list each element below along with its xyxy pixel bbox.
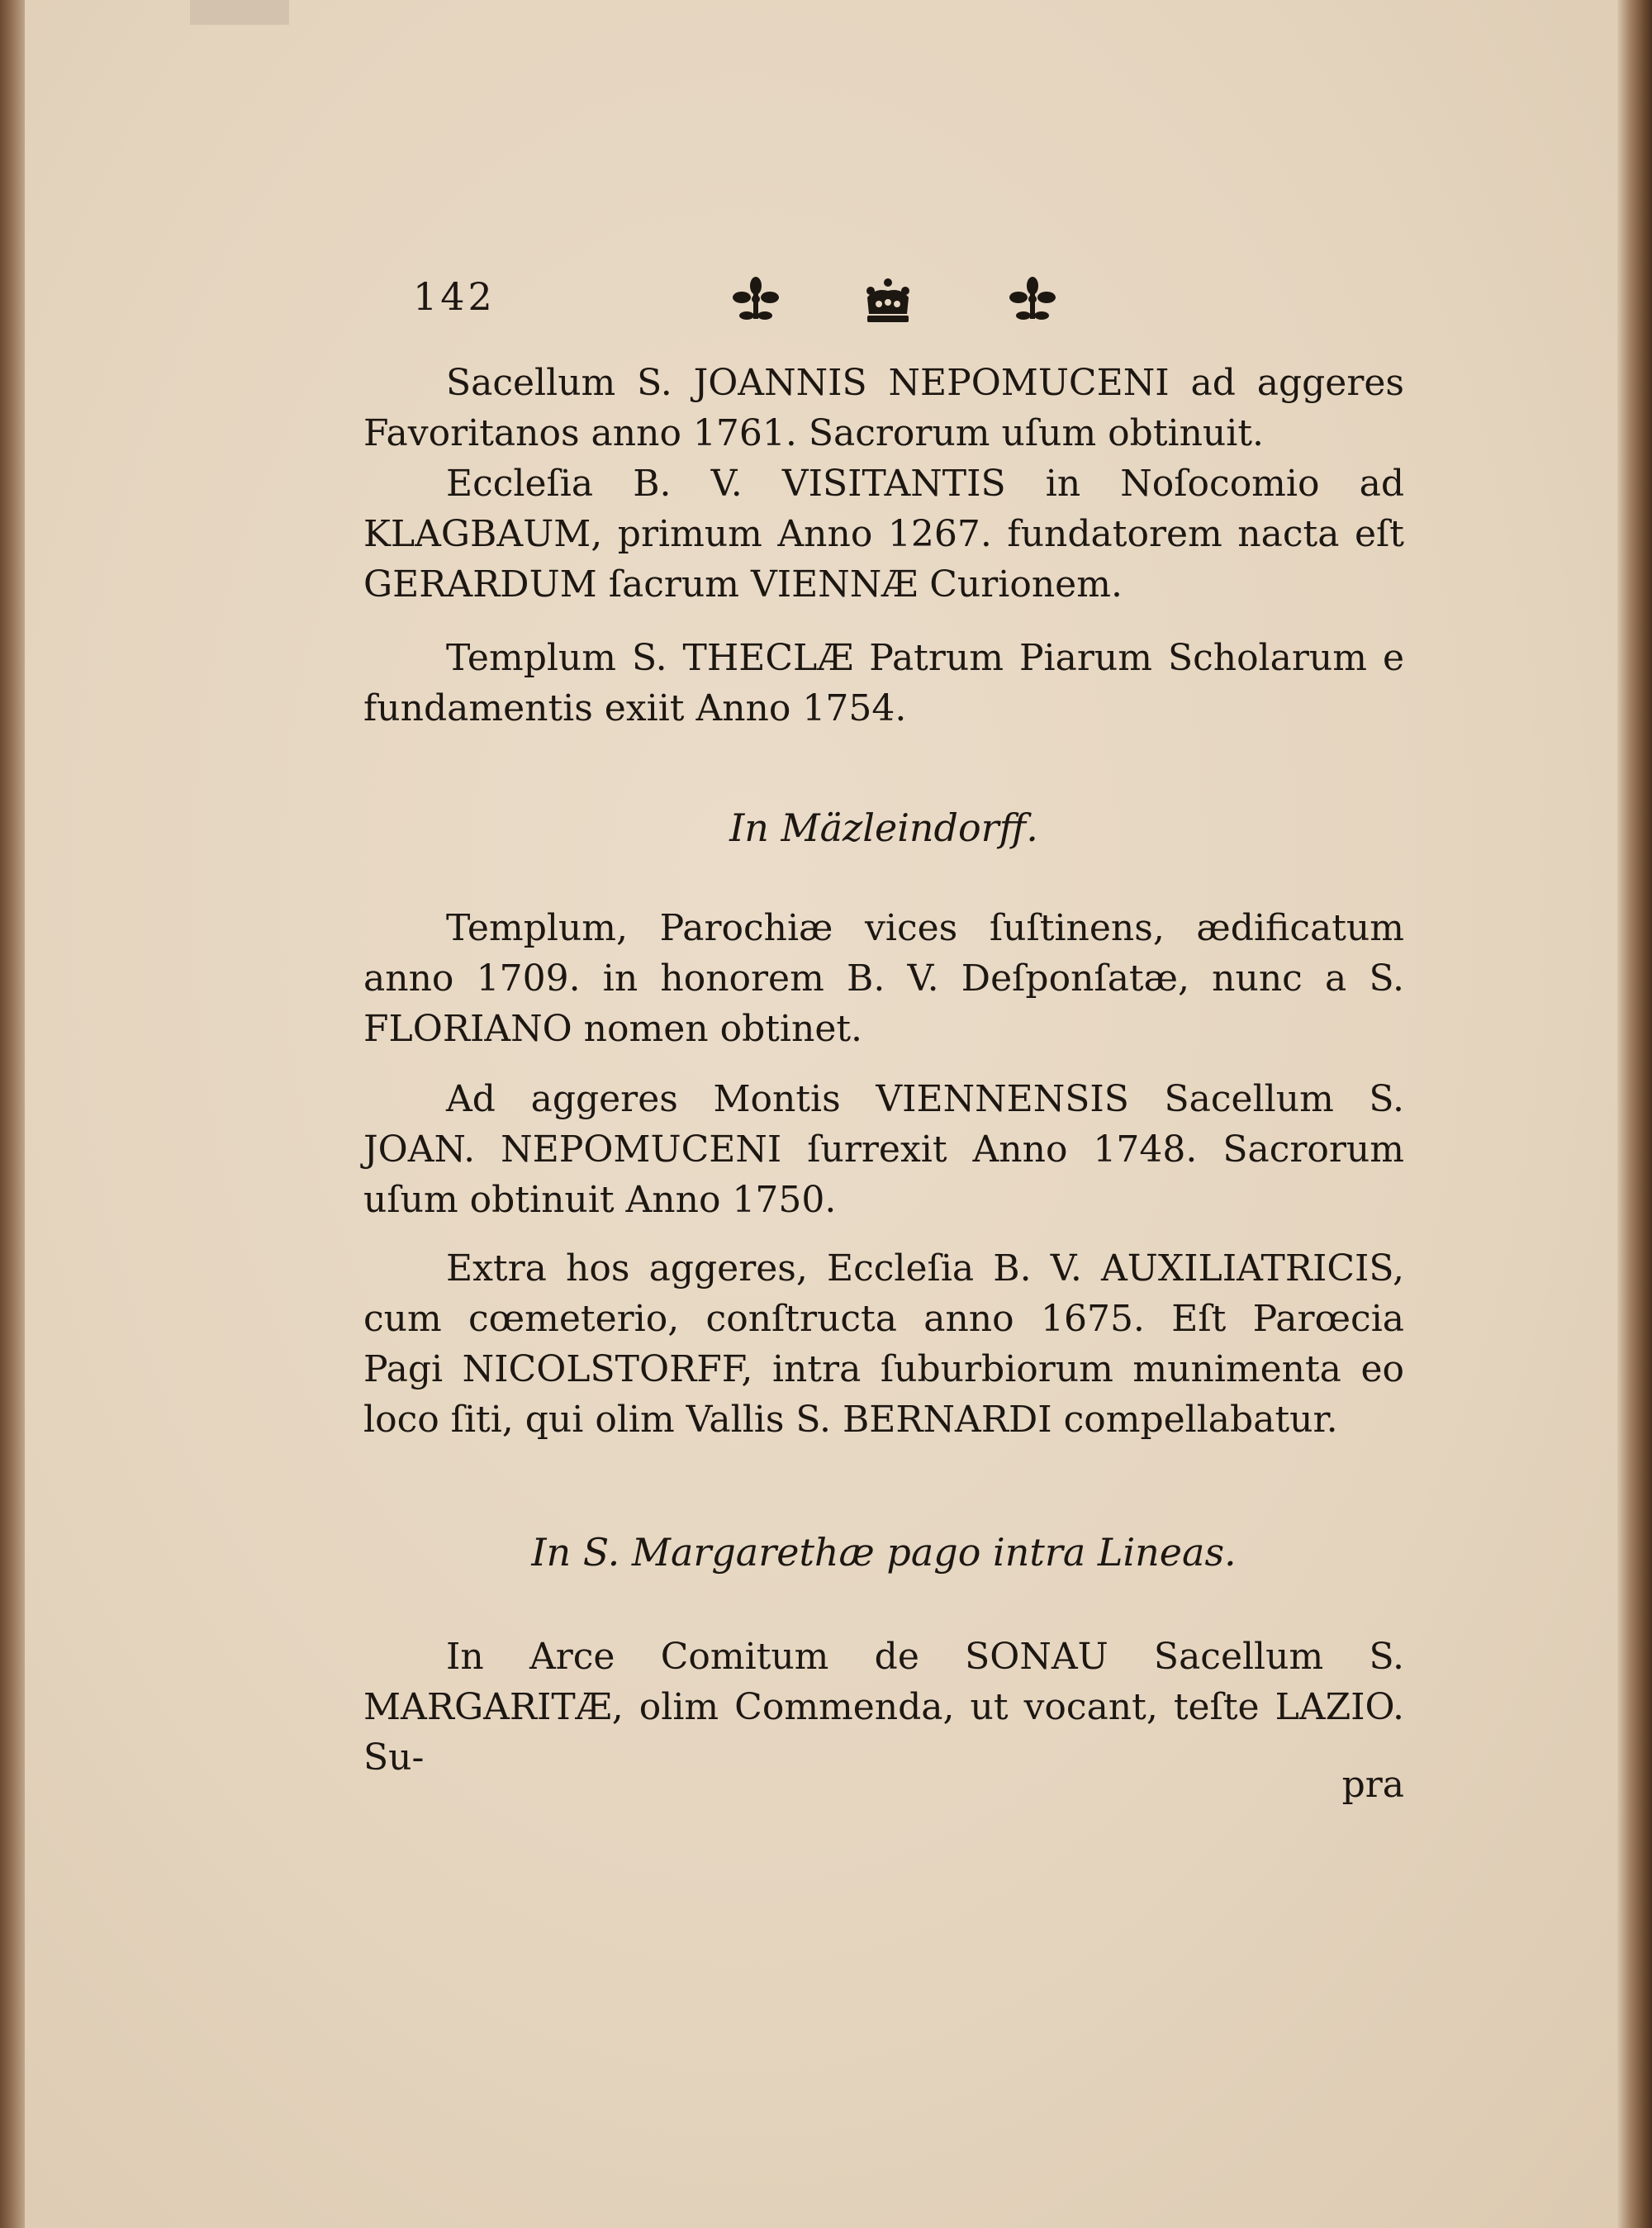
paragraph-templum-parochiae: Templum, Parochiæ vices ſuſtinens, ædificatum anno 1709. in honorem B. V. Deſponſatæ, nunc a S. FLORIANO nomen obtinet. (363, 907, 1404, 1050)
paragraph-auxiliatricis: Extra hos aggeres, Eccleſia B. V. AUXILIATRICIS, cum cœmeterio, conſtructa anno 1675. Eſt Parœcia Pagi NICOLSTORFF, intra ſuburbiorum munimenta eo loco ſiti, qui olim Vallis S. BERNARDI compellabatur. (363, 1247, 1404, 1441)
paragraph-ecclesia-visitantis: Eccleſia B. V. VISITANTIS in Noſocomio ad KLAGBAUM, primum Anno 1267. fundatorem nacta eſt GERARDUM ſacrum VIENNÆ Curionem. (363, 463, 1404, 606)
paragraph-templum-theclae: Templum S. THECLÆ Patrum Piarum Scholarum e fundamentis exiit Anno 1754. (363, 637, 1404, 729)
fleuron-right-icon (1004, 273, 1061, 330)
crown-icon (859, 273, 917, 330)
section-heading-mazleindorff: In Mäzleindorff. (729, 805, 1038, 850)
paper-stain (190, 0, 289, 25)
catchword: pra (1341, 1764, 1404, 1806)
paragraph-arce-comitum: In Arce Comitum de SONAU Sacellum S. MARGARITÆ, olim Commenda, ut vocant, teſte LAZIO. Su- (363, 1636, 1404, 1779)
page-header (0, 273, 1652, 339)
section-heading-margarethae: In S. Margarethæ pago intra Lineas. (531, 1530, 1237, 1575)
paragraph-sacellum-nepomuceni: Sacellum S. JOANNIS NEPOMUCENI ad aggeres Favoritanos anno 1761. Sacrorum uſum obtinuit. (363, 362, 1404, 454)
page-number: 142 (413, 274, 496, 319)
paragraph-montis-viennensis: Ad aggeres Montis VIENNENSIS Sacellum S. JOAN. NEPOMUCENI ſurrexit Anno 1748. Sacrorum uſum obtinuit Anno 1750. (363, 1078, 1404, 1221)
fleuron-left-icon (727, 273, 785, 330)
